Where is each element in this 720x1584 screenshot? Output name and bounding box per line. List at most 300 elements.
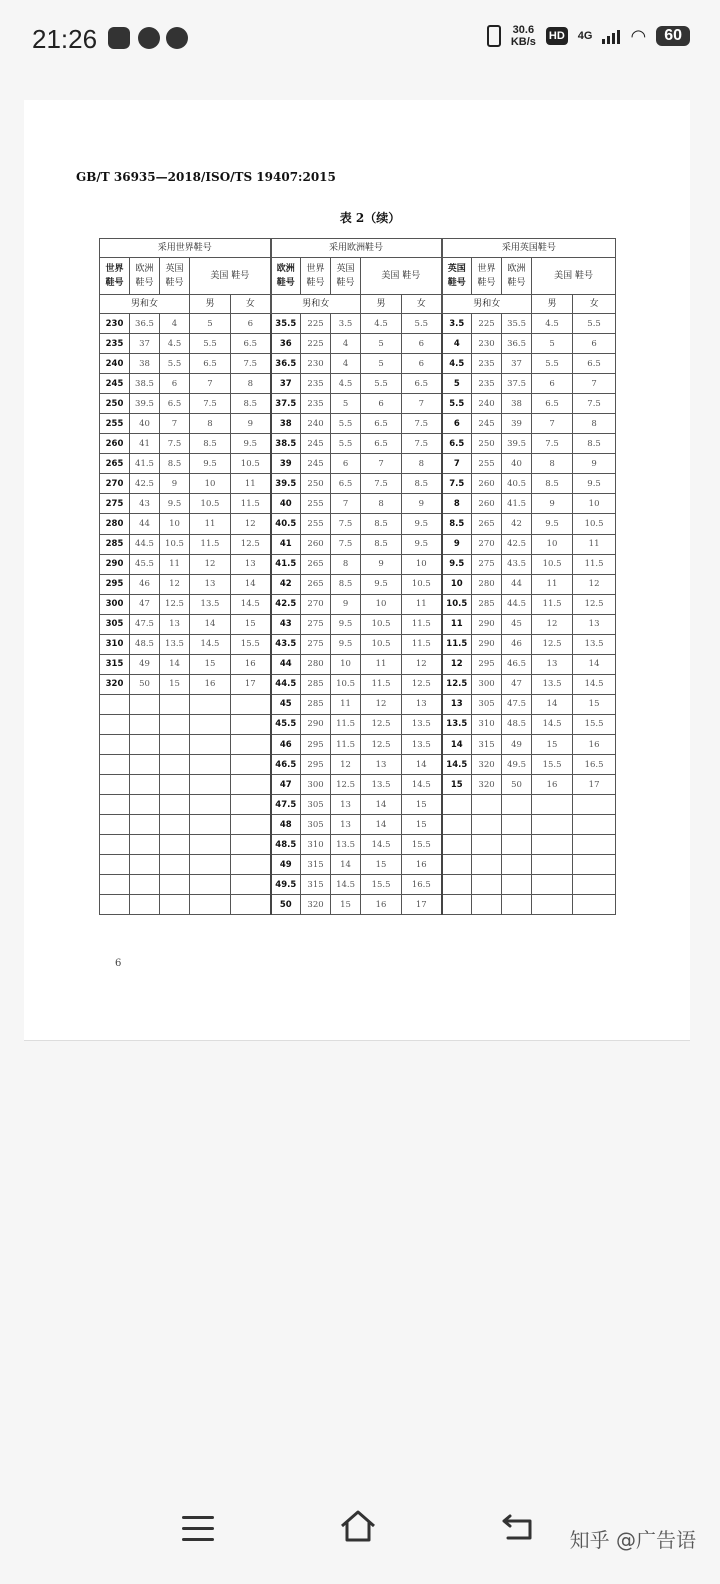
table-cell: 11 [160, 554, 190, 574]
table-cell: 11.5 [573, 554, 616, 574]
table-cell: 275 [100, 494, 130, 514]
table-row [100, 855, 616, 875]
table-cell: 225 [301, 314, 331, 334]
table-cell [502, 835, 532, 855]
table-cell: 6.5 [532, 394, 573, 414]
table-cell: 47.5 [502, 694, 532, 714]
table-cell: 43 [271, 614, 301, 634]
table-cell: 14 [361, 795, 402, 815]
table-cell: 14 [573, 654, 616, 674]
table-cell [190, 714, 231, 734]
table-cell: 15 [190, 654, 231, 674]
table-cell: 46 [502, 634, 532, 654]
table-cell: 235 [301, 394, 331, 414]
table-cell [231, 734, 271, 754]
table-cell [231, 775, 271, 795]
table-cell: 12.5 [160, 594, 190, 614]
table-cell: 11.5 [442, 634, 472, 654]
table-row [100, 835, 616, 855]
table-cell: 8.5 [160, 454, 190, 474]
table-cell [532, 895, 573, 915]
table-cell: 7.5 [160, 434, 190, 454]
table-cell [231, 795, 271, 815]
table-row [100, 474, 616, 494]
table-cell: 5 [361, 354, 402, 374]
vibrate-icon [487, 25, 501, 47]
table-cell: 13.5 [442, 714, 472, 734]
table-cell: 14 [231, 574, 271, 594]
table-cell: 265 [301, 574, 331, 594]
table-cell: 7 [190, 374, 231, 394]
table-cell: 40 [502, 454, 532, 474]
table-cell: 6.5 [231, 334, 271, 354]
wifi-icon: ◠ [630, 25, 647, 46]
home-icon[interactable] [338, 1508, 378, 1544]
table-cell: 275 [301, 634, 331, 654]
table-cell: 250 [472, 434, 502, 454]
table-cell: 8 [532, 454, 573, 474]
table-cell: 38.5 [271, 434, 301, 454]
table-cell: 43.5 [502, 554, 532, 574]
table-cell [442, 795, 472, 815]
table-cell: 9.5 [331, 614, 361, 634]
table-cell: 270 [100, 474, 130, 494]
table-cell: 4 [331, 334, 361, 354]
table-cell: 5 [331, 394, 361, 414]
gender-header: 男和女 [100, 295, 190, 314]
table-cell: 14.5 [190, 634, 231, 654]
table-cell: 12 [231, 514, 271, 534]
table-cell: 13 [361, 755, 402, 775]
table-cell: 7 [402, 394, 442, 414]
table-cell [190, 755, 231, 775]
table-cell: 16 [190, 674, 231, 694]
table-cell: 8.5 [190, 434, 231, 454]
table-cell: 240 [100, 354, 130, 374]
table-cell: 10.5 [361, 634, 402, 654]
table-cell: 280 [472, 574, 502, 594]
table-cell: 275 [472, 554, 502, 574]
table-cell [472, 795, 502, 815]
table-cell: 16 [532, 775, 573, 795]
table-cell: 41.5 [271, 554, 301, 574]
battery-icon: 60 [656, 26, 690, 46]
table-cell: 14.5 [442, 755, 472, 775]
table-cell [231, 815, 271, 835]
table-cell: 320 [100, 674, 130, 694]
table-row [100, 795, 616, 815]
table-cell: 11.5 [331, 734, 361, 754]
table-cell: 12 [160, 574, 190, 594]
table-cell [100, 795, 130, 815]
table-cell: 13 [160, 614, 190, 634]
table-cell: 44 [502, 574, 532, 594]
table-cell: 14 [532, 694, 573, 714]
table-cell: 42 [502, 514, 532, 534]
table-cell: 9.5 [442, 554, 472, 574]
table-cell: 9 [532, 494, 573, 514]
table-cell: 50 [130, 674, 160, 694]
table-cell: 14.5 [361, 835, 402, 855]
table-cell [160, 734, 190, 754]
table-cell: 10.5 [331, 674, 361, 694]
table-cell [160, 875, 190, 895]
table-cell: 11.5 [402, 634, 442, 654]
table-cell: 11 [331, 694, 361, 714]
table-cell: 50 [502, 775, 532, 795]
table-cell [502, 875, 532, 895]
table-cell: 12.5 [402, 674, 442, 694]
table-cell: 44.5 [271, 674, 301, 694]
table-cell: 8.5 [532, 474, 573, 494]
table-cell: 12.5 [331, 775, 361, 795]
table-cell: 6 [160, 374, 190, 394]
table-cell: 49 [502, 734, 532, 754]
watermark: 知乎 @广告语 [569, 1528, 696, 1552]
table-cell [472, 815, 502, 835]
table-cell: 315 [472, 734, 502, 754]
page-number: 6 [115, 958, 122, 969]
table-cell: 285 [301, 674, 331, 694]
table-row [100, 674, 616, 694]
table-cell: 295 [301, 734, 331, 754]
table-cell [532, 815, 573, 835]
table-row [100, 374, 616, 394]
table-cell: 46 [271, 734, 301, 754]
table-cell: 17 [402, 895, 442, 915]
table-cell: 37 [130, 334, 160, 354]
table-cell [472, 875, 502, 895]
table-cell: 13.5 [361, 775, 402, 795]
table-cell: 14.5 [573, 674, 616, 694]
table-cell: 39 [502, 414, 532, 434]
table-cell: 40.5 [271, 514, 301, 534]
col-header: 英国 鞋号 [160, 258, 190, 295]
table-cell: 15 [160, 674, 190, 694]
table-cell: 10.5 [532, 554, 573, 574]
table-cell: 9 [361, 554, 402, 574]
table-cell: 11.5 [402, 614, 442, 634]
table-row [100, 574, 616, 594]
table-cell: 48.5 [130, 634, 160, 654]
table-cell: 7.5 [190, 394, 231, 414]
table-cell: 15.5 [532, 755, 573, 775]
table-cell: 13 [402, 694, 442, 714]
table-cell: 4.5 [442, 354, 472, 374]
table-cell: 10 [532, 534, 573, 554]
table-cell [100, 775, 130, 795]
table-cell [130, 734, 160, 754]
table-row [100, 734, 616, 754]
table-cell: 6.5 [402, 374, 442, 394]
col-header: 世界 鞋号 [301, 258, 331, 295]
table-cell: 10.5 [402, 574, 442, 594]
table-cell: 5.5 [442, 394, 472, 414]
back-icon[interactable] [500, 1512, 534, 1542]
table-cell: 270 [301, 594, 331, 614]
table-cell [502, 815, 532, 835]
table-cell: 13.5 [402, 714, 442, 734]
table-cell: 235 [472, 374, 502, 394]
table-cell: 225 [301, 334, 331, 354]
table-cell: 295 [472, 654, 502, 674]
col-header: 欧洲 鞋号 [271, 258, 301, 295]
table-cell: 235 [100, 334, 130, 354]
table-cell: 7 [442, 454, 472, 474]
table-cell: 5 [361, 334, 402, 354]
table-row [100, 614, 616, 634]
table-cell [160, 855, 190, 875]
table-cell [532, 835, 573, 855]
table-cell: 4 [331, 354, 361, 374]
table-row [100, 895, 616, 915]
table-cell: 7.5 [573, 394, 616, 414]
table-cell: 44 [130, 514, 160, 534]
table-cell [130, 895, 160, 915]
table-cell: 6.5 [442, 434, 472, 454]
table-cell: 310 [301, 835, 331, 855]
table-cell: 40.5 [502, 474, 532, 494]
table-cell [160, 815, 190, 835]
table-row [100, 755, 616, 775]
table-cell: 6 [532, 374, 573, 394]
table-cell: 290 [301, 714, 331, 734]
table-cell [100, 815, 130, 835]
table-cell: 9 [331, 594, 361, 614]
table-cell: 39.5 [271, 474, 301, 494]
table-cell: 300 [100, 594, 130, 614]
table-cell: 260 [472, 474, 502, 494]
table-cell: 245 [301, 434, 331, 454]
table-cell: 12 [532, 614, 573, 634]
table-cell: 14.5 [331, 875, 361, 895]
table-body [100, 314, 616, 915]
gender-header: 男 [190, 295, 231, 314]
table-cell: 7.5 [402, 414, 442, 434]
table-cell [100, 714, 130, 734]
table-cell: 49 [130, 654, 160, 674]
shoe-size-table [99, 238, 616, 915]
table-cell [472, 855, 502, 875]
table-cell: 7 [361, 454, 402, 474]
table-cell: 5 [442, 374, 472, 394]
table-cell: 15 [231, 614, 271, 634]
table-cell: 7.5 [532, 434, 573, 454]
status-time: 21:26 [32, 24, 98, 54]
table-cell: 15 [442, 775, 472, 795]
table-cell: 255 [301, 514, 331, 534]
table-row [100, 875, 616, 895]
table-cell: 10.5 [190, 494, 231, 514]
table-cell: 15.5 [402, 835, 442, 855]
table-cell: 10 [442, 574, 472, 594]
table-cell: 265 [301, 554, 331, 574]
table-cell: 245 [100, 374, 130, 394]
table-cell: 8 [190, 414, 231, 434]
hd-badge: HD [546, 27, 568, 45]
table-cell: 9.5 [160, 494, 190, 514]
table-cell [573, 795, 616, 815]
table-cell: 305 [100, 614, 130, 634]
table-cell: 6 [402, 354, 442, 374]
table-row [100, 634, 616, 654]
table-cell: 11.5 [331, 714, 361, 734]
table-cell [100, 895, 130, 915]
table-cell: 290 [100, 554, 130, 574]
table-cell: 8.5 [442, 514, 472, 534]
table-cell: 39 [271, 454, 301, 474]
table-cell: 8 [331, 554, 361, 574]
table-cell: 8.5 [331, 574, 361, 594]
network-type: 4G [577, 30, 593, 42]
table-cell: 13 [532, 654, 573, 674]
table-cell [100, 855, 130, 875]
table-cell: 45 [502, 614, 532, 634]
status-bar [0, 0, 720, 78]
table-cell [532, 855, 573, 875]
table-cell: 240 [472, 394, 502, 414]
table-cell [130, 835, 160, 855]
table-cell: 260 [472, 494, 502, 514]
table-cell [231, 714, 271, 734]
table-cell: 320 [472, 755, 502, 775]
table-cell: 4 [160, 314, 190, 334]
cloud-icon [138, 27, 160, 49]
table-cell: 37.5 [271, 394, 301, 414]
table-row [100, 314, 616, 334]
table-cell: 36 [271, 334, 301, 354]
table-cell: 285 [472, 594, 502, 614]
table-cell: 47 [271, 775, 301, 795]
table-cell: 50 [271, 895, 301, 915]
table-cell [100, 734, 130, 754]
gender-header: 男 [532, 295, 573, 314]
table-cell: 36.5 [502, 334, 532, 354]
gauge-icon [166, 27, 188, 49]
table-cell: 16 [231, 654, 271, 674]
table-cell: 49 [271, 855, 301, 875]
table-cell: 10 [573, 494, 616, 514]
table-cell: 13 [190, 574, 231, 594]
table-cell: 7 [331, 494, 361, 514]
table-cell: 13.5 [402, 734, 442, 754]
col-header: 美国 鞋号 [190, 258, 271, 295]
table-cell: 44 [271, 654, 301, 674]
table-cell: 10.5 [361, 614, 402, 634]
table-cell: 7.5 [402, 434, 442, 454]
table-cell [130, 875, 160, 895]
table-cell: 265 [472, 514, 502, 534]
table-cell: 5 [532, 334, 573, 354]
table-cell: 8.5 [402, 474, 442, 494]
menu-icon[interactable] [182, 1516, 214, 1542]
table-cell: 5.5 [402, 314, 442, 334]
table-cell [130, 795, 160, 815]
table-cell: 37.5 [502, 374, 532, 394]
table-cell: 8.5 [361, 514, 402, 534]
table-cell: 14 [190, 614, 231, 634]
table-cell: 10.5 [231, 454, 271, 474]
table-cell: 4.5 [361, 314, 402, 334]
table-cell: 290 [472, 614, 502, 634]
table-row [100, 454, 616, 474]
table-cell: 295 [100, 574, 130, 594]
document-header: GB/T 36935—2018/ISO/TS 19407:2015 [76, 170, 336, 184]
table-cell: 38.5 [130, 374, 160, 394]
table-cell: 14.5 [231, 594, 271, 614]
table-cell: 38 [502, 394, 532, 414]
network-speed [511, 24, 536, 48]
table-cell: 38 [271, 414, 301, 434]
table-cell: 295 [301, 755, 331, 775]
table-cell: 260 [100, 434, 130, 454]
table-cell: 310 [472, 714, 502, 734]
table-row [100, 434, 616, 454]
table-cell: 40 [271, 494, 301, 514]
col-header: 世界 鞋号 [472, 258, 502, 295]
table-cell: 255 [301, 494, 331, 514]
table-row [100, 554, 616, 574]
table-cell: 315 [301, 855, 331, 875]
table-cell [190, 855, 231, 875]
table-cell: 4.5 [331, 374, 361, 394]
col-header: 英国 鞋号 [331, 258, 361, 295]
table-cell: 15.5 [231, 634, 271, 654]
table-cell [160, 755, 190, 775]
table-cell: 13 [442, 694, 472, 714]
status-indicators [487, 24, 690, 48]
table-cell: 9 [442, 534, 472, 554]
table-cell: 14.5 [402, 775, 442, 795]
table-row [100, 594, 616, 614]
table-cell: 8.5 [361, 534, 402, 554]
table-cell: 41 [130, 434, 160, 454]
network-speed-unit: KB/s [510, 36, 536, 48]
table-cell: 6 [331, 454, 361, 474]
table-cell: 45.5 [130, 554, 160, 574]
table-cell: 7 [532, 414, 573, 434]
table-cell: 4.5 [160, 334, 190, 354]
table-cell: 16.5 [402, 875, 442, 895]
table-cell: 16.5 [573, 755, 616, 775]
table-cell [573, 835, 616, 855]
table-cell: 245 [472, 414, 502, 434]
table-cell: 17 [573, 775, 616, 795]
table-cell: 230 [301, 354, 331, 374]
table-cell [231, 835, 271, 855]
table-cell: 8.5 [573, 434, 616, 454]
table-cell: 9.5 [361, 574, 402, 594]
table-cell: 255 [472, 454, 502, 474]
table-cell: 39.5 [502, 434, 532, 454]
table-cell [190, 895, 231, 915]
gender-header: 女 [402, 295, 442, 314]
table-cell [442, 875, 472, 895]
table-row [100, 534, 616, 554]
col-header: 美国 鞋号 [361, 258, 442, 295]
table-cell: 15 [331, 895, 361, 915]
table-cell: 11.5 [361, 674, 402, 694]
table-cell [231, 855, 271, 875]
table-cell: 5 [190, 314, 231, 334]
table-cell: 15.5 [573, 714, 616, 734]
table-cell: 6 [402, 334, 442, 354]
table-cell: 9.5 [190, 454, 231, 474]
table-cell: 315 [100, 654, 130, 674]
table-row [100, 654, 616, 674]
table-cell: 47 [130, 594, 160, 614]
table-cell: 6 [231, 314, 271, 334]
